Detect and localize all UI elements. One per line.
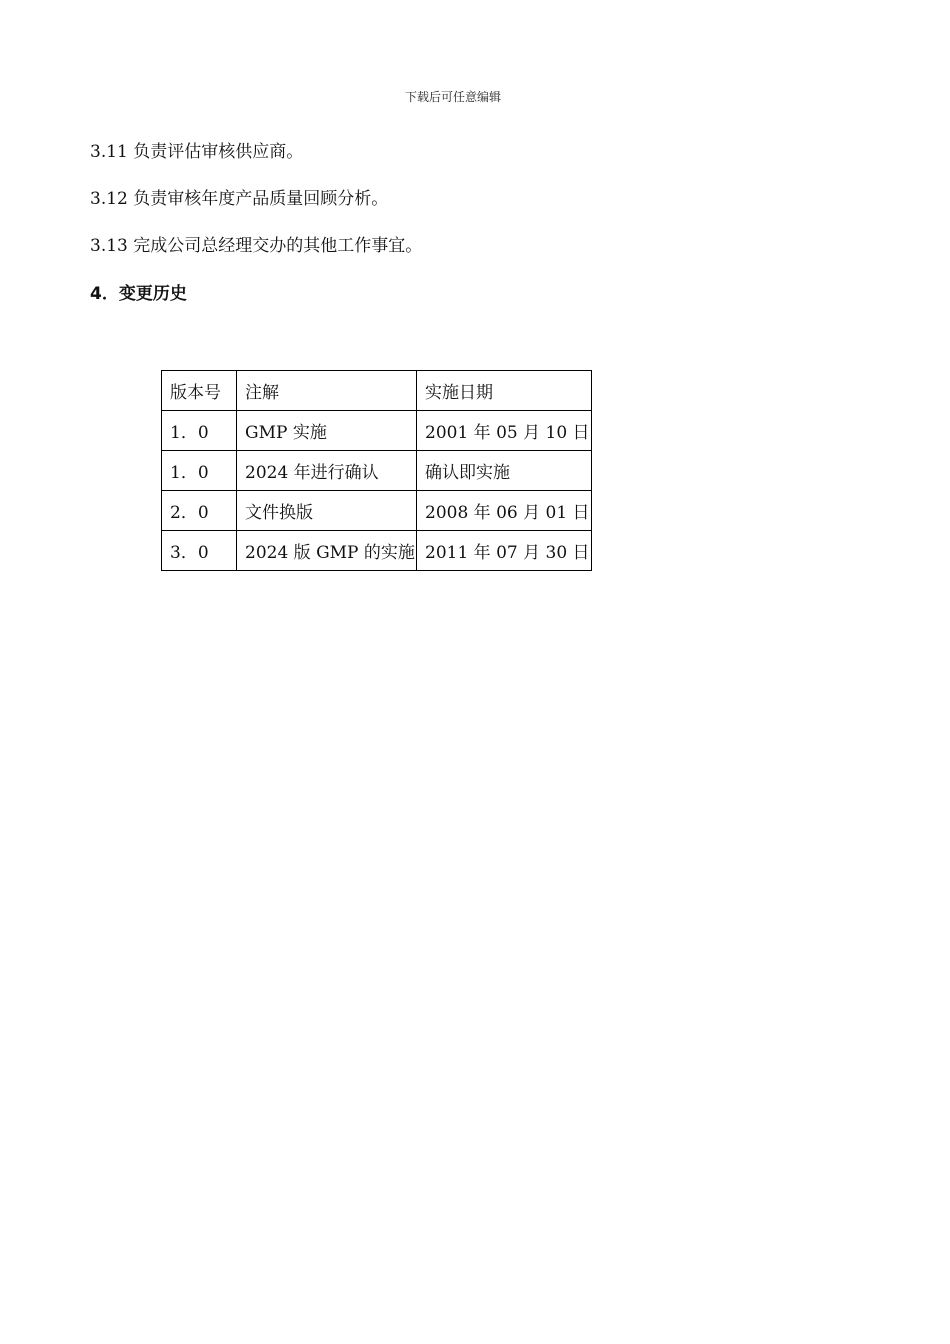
table-cell-version: 1．0 bbox=[162, 411, 237, 451]
table-row bbox=[162, 531, 592, 571]
table-cell-note: 2024 年进行确认 bbox=[237, 451, 417, 491]
header-cell-date: 实施日期 bbox=[417, 371, 592, 411]
header-cell-version: 版本号 bbox=[162, 371, 237, 411]
change-history-table bbox=[161, 370, 592, 571]
header-note: 下载后可任意编辑 bbox=[404, 90, 501, 104]
table-cell-date: 2011 年 07 月 30 日 bbox=[417, 531, 592, 571]
table-cell-version: 3．0 bbox=[162, 531, 237, 571]
section-heading-change-history: 4．变更历史 bbox=[90, 284, 187, 304]
table-row bbox=[162, 411, 592, 451]
table-header-row bbox=[162, 371, 592, 411]
table-cell-date: 2008 年 06 月 01 日 bbox=[417, 491, 592, 531]
paragraph-3-12: 3.12 负责审核年度产品质量回顾分析。 bbox=[90, 189, 389, 209]
table-cell-date: 确认即实施 bbox=[417, 451, 592, 491]
table-cell-note: 文件换版 bbox=[237, 491, 417, 531]
paragraph-3-13: 3.13 完成公司总经理交办的其他工作事宜。 bbox=[90, 236, 423, 256]
table-row bbox=[162, 491, 592, 531]
paragraph-3-11: 3.11 负责评估审核供应商。 bbox=[90, 142, 304, 162]
table-cell-note: GMP 实施 bbox=[237, 411, 417, 451]
table-cell-version: 2．0 bbox=[162, 491, 237, 531]
table-cell-version: 1．0 bbox=[162, 451, 237, 491]
table-row bbox=[162, 451, 592, 491]
table-cell-date: 2001 年 05 月 10 日 bbox=[417, 411, 592, 451]
header-cell-note: 注解 bbox=[237, 371, 417, 411]
table-cell-note: 2024 版 GMP 的实施 bbox=[237, 531, 417, 571]
